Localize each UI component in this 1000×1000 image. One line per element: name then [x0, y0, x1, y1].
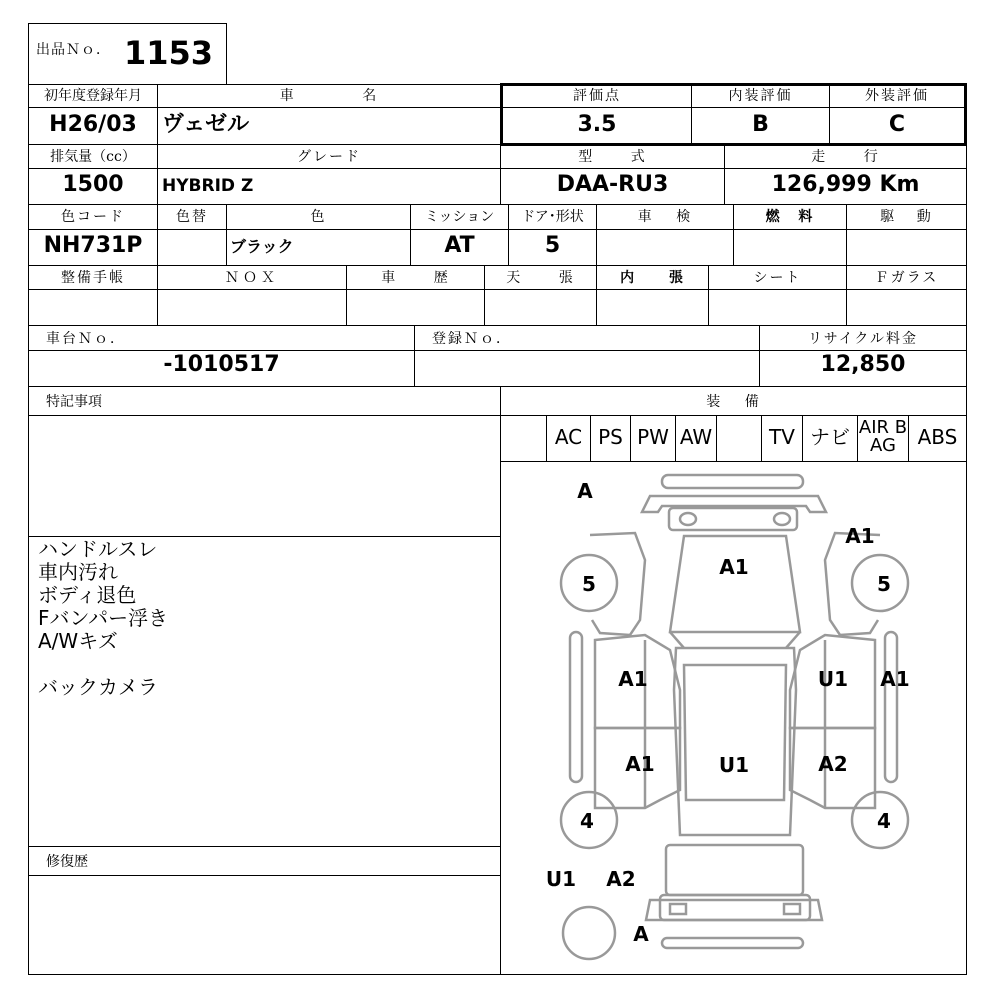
- color-code-label: 色コード: [61, 209, 125, 225]
- front-glass-label: Ｆガラス: [874, 270, 939, 286]
- note-line: [38, 653, 168, 676]
- mileage-value: 126,999 Km: [771, 172, 920, 197]
- equipment-navi: ナビ: [810, 425, 850, 449]
- repaint-value: [158, 231, 226, 261]
- interior-label: 内装評価: [728, 88, 793, 104]
- inner-lining-label: 内 張: [620, 270, 685, 286]
- special-notes-label: 特記事項: [46, 394, 102, 410]
- score-value: 3.5: [577, 112, 617, 137]
- left-rear-tire-mark: 4: [580, 809, 594, 833]
- equipment-airbag: AIR BAG: [858, 419, 908, 456]
- equipment-pw: PW: [637, 425, 669, 449]
- equipment-blank-2: [717, 417, 761, 457]
- equipment-abs: ABS: [917, 425, 958, 449]
- note-line: Fバンパー浮き: [38, 606, 169, 630]
- interior-value: B: [752, 112, 769, 137]
- grade-label: グレード: [297, 149, 361, 165]
- note-line: ハンドルスレ: [38, 537, 158, 561]
- mileage-label: 走 行: [811, 149, 880, 165]
- right-rear-door-mark: A2: [818, 752, 848, 776]
- repair-history-label: 修復歴: [46, 854, 88, 870]
- mission-label: ミッション: [424, 209, 495, 225]
- car-name-value: ヴェゼル: [162, 112, 250, 137]
- left-front-door-mark: A1: [618, 667, 648, 691]
- equipment-tv: TV: [769, 425, 795, 449]
- model-value: DAA-RU3: [556, 172, 669, 197]
- note-line: ボディ退色: [38, 583, 137, 607]
- equipment-label: 装 備: [706, 394, 761, 410]
- registration-no-value: [415, 350, 759, 380]
- left-rear-door-mark: A1: [625, 752, 655, 776]
- equipment-blank: [501, 417, 546, 457]
- roof-mark: U1: [718, 753, 750, 777]
- rear-bumper-mark: A: [633, 922, 649, 946]
- car-damage-diagram: [501, 462, 966, 974]
- registration-no-label: 登録Ｎｏ．: [432, 331, 512, 347]
- recycle-fee-value: 12,850: [820, 352, 906, 377]
- right-front-tire-mark: 5: [877, 572, 891, 596]
- right-front-door-mark: U1: [817, 667, 849, 691]
- inspection-value: [597, 231, 733, 261]
- note-line: バックカメラ: [38, 675, 158, 699]
- grade-value: HYBRID Z: [162, 176, 254, 196]
- recycle-fee-label: リサイクル料金: [807, 331, 919, 347]
- displacement-value: 1500: [62, 172, 124, 197]
- right-front-fender-mark: A1: [845, 524, 875, 548]
- door-label: ドア･形状: [521, 209, 584, 225]
- special-notes-list: [38, 538, 168, 699]
- note-line: A/Wキズ: [38, 629, 118, 653]
- equipment-ac: AC: [554, 425, 583, 449]
- equipment-aw: AW: [679, 425, 713, 449]
- nox-label: ＮＯＸ: [225, 270, 279, 286]
- model-label: 型 式: [578, 149, 647, 165]
- color-value: ブラック: [230, 237, 294, 256]
- chassis-no-label: 車台Ｎｏ．: [46, 331, 126, 347]
- repaint-label: 色替: [176, 209, 208, 225]
- color-code-value: NH731P: [43, 233, 143, 258]
- equipment-ps: PS: [598, 425, 623, 449]
- ceiling-label: 天 張: [506, 270, 575, 286]
- drive-label: 駆 動: [880, 209, 933, 225]
- right-front-pillar-mark: A1: [880, 667, 910, 691]
- front-bumper-mark: A: [577, 479, 593, 503]
- right-rear-tire-mark: 4: [877, 809, 891, 833]
- inspection-label: 車 検: [637, 209, 693, 225]
- left-front-tire-mark: 5: [582, 572, 596, 596]
- left-rear-quarter-mark: U1: [545, 867, 577, 891]
- note-line: 車内汚れ: [38, 560, 118, 584]
- car-name-label: 車 名: [279, 88, 379, 104]
- lot-number: 1153: [124, 34, 214, 72]
- chassis-no-value: -1010517: [163, 352, 280, 377]
- fuel-value: [734, 231, 846, 261]
- fuel-label: 燃 料: [765, 209, 815, 225]
- exterior-label: 外装評価: [865, 88, 929, 104]
- color-label: 色: [310, 209, 327, 225]
- displacement-label: 排気量（cc）: [50, 149, 136, 165]
- mission-value: AT: [444, 233, 475, 258]
- maintenance-book-label: 整備手帳: [61, 270, 125, 286]
- car-history-label: 車 歴: [381, 270, 450, 286]
- score-label: 評価点: [573, 88, 621, 104]
- reg-date-value: H26/03: [49, 112, 137, 137]
- reg-date-label: 初年度登録年月: [44, 88, 142, 104]
- seat-label: シート: [753, 270, 802, 286]
- door-value: 5: [544, 233, 561, 258]
- drive-value: [847, 231, 966, 261]
- left-rear-panel-mark: A2: [606, 867, 636, 891]
- lot-label: 出品Ｎｏ．: [36, 42, 111, 58]
- hood-mark: A1: [719, 555, 749, 579]
- exterior-value: C: [888, 112, 906, 137]
